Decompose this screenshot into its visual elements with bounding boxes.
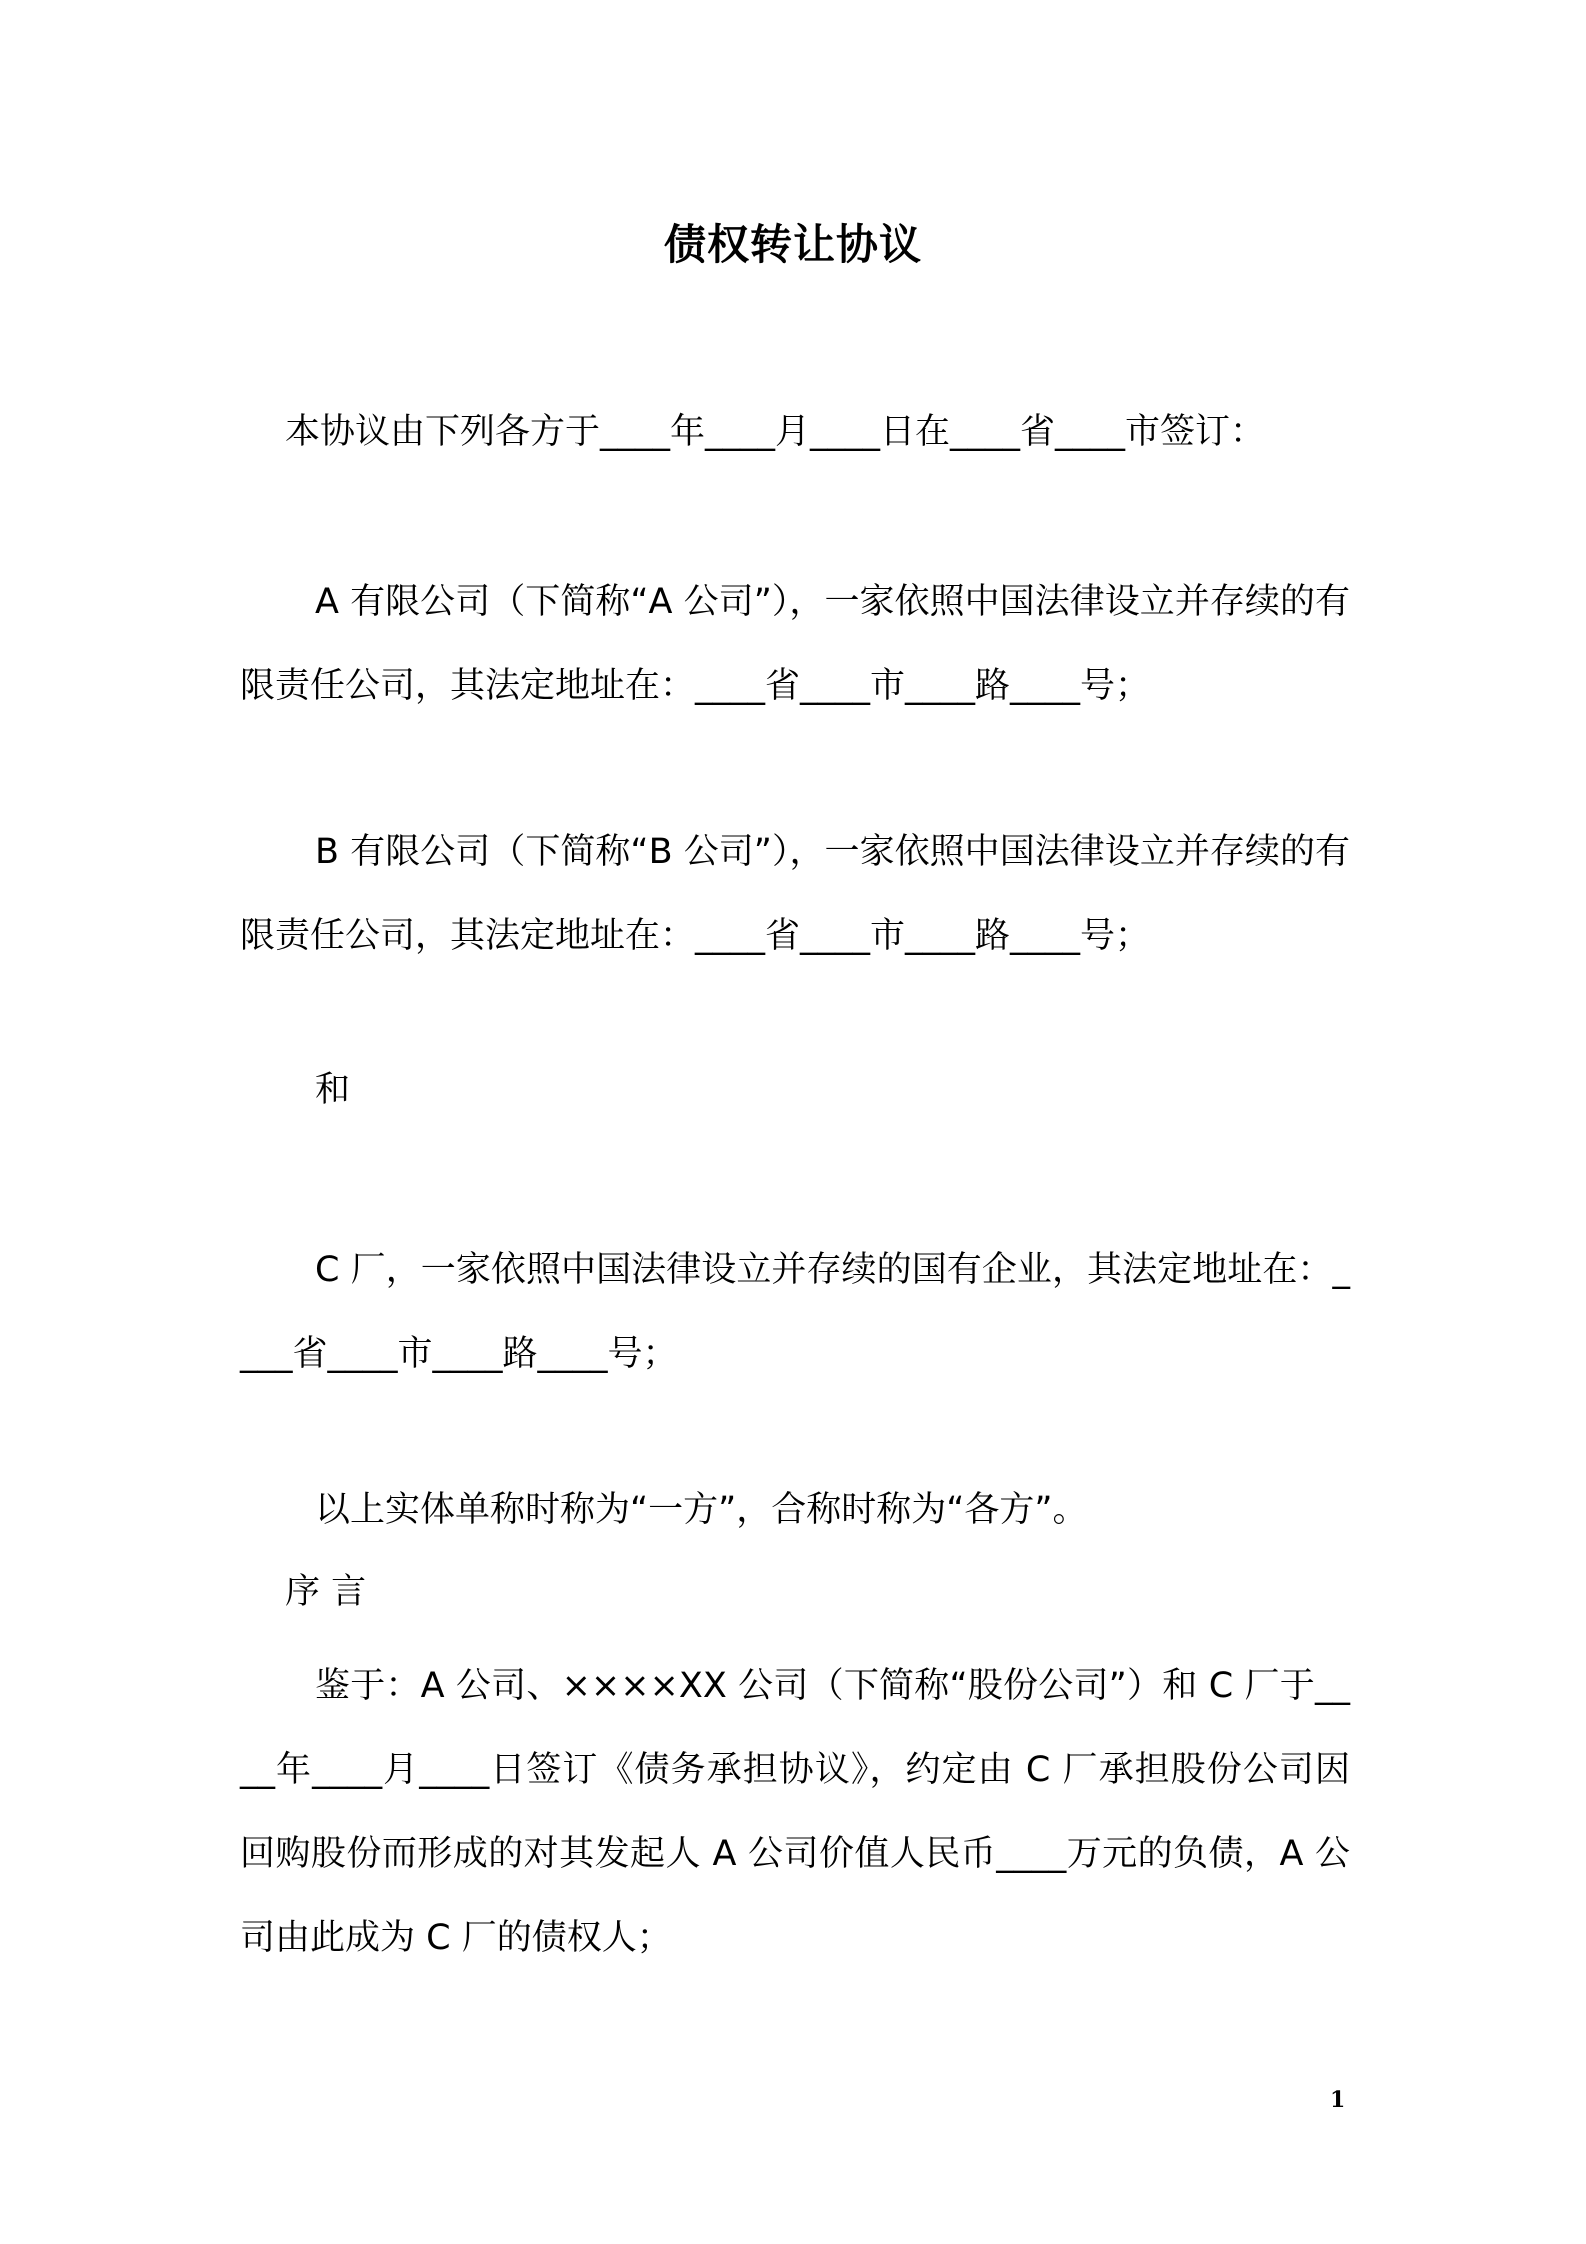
party-b-paragraph: B 有限公司（下简称“B 公司”），一家依照中国法律设立并存续的有限责任公司，其法定地址在：____省____市____路____号；: [240, 832, 1350, 956]
whereas-paragraph: 鉴于：A 公司、××××XX 公司（下简称“股份公司”）和 C 厂于____年____月____日签订《债务承担协议》，约定由 C 厂承担股份公司因回购股份而形成的对其发起人 A 公司价值人民币____万元的负债，A 公司由此成为 C 厂的债权人；: [240, 1666, 1350, 1958]
and-paragraph: 和: [315, 1070, 351, 1110]
document-title: 债权转让协议: [663, 220, 922, 269]
party-c-paragraph: C 厂，一家依照中国法律设立并存续的国有企业，其法定地址在：____省____市____路____号；: [240, 1250, 1350, 1374]
intro-paragraph: 本协议由下列各方于____年____月____日在____省____市签订：: [285, 412, 1266, 452]
preamble-heading: 序 言: [285, 1572, 367, 1612]
page-number: 1: [1330, 2087, 1346, 2113]
party-a-paragraph: A 有限公司（下简称“A 公司”），一家依照中国法律设立并存续的有限责任公司，其法定地址在：____省____市____路____号；: [240, 582, 1350, 706]
collective-paragraph: 以上实体单称时称为“一方”，合称时称为“各方”。: [315, 1490, 1088, 1530]
